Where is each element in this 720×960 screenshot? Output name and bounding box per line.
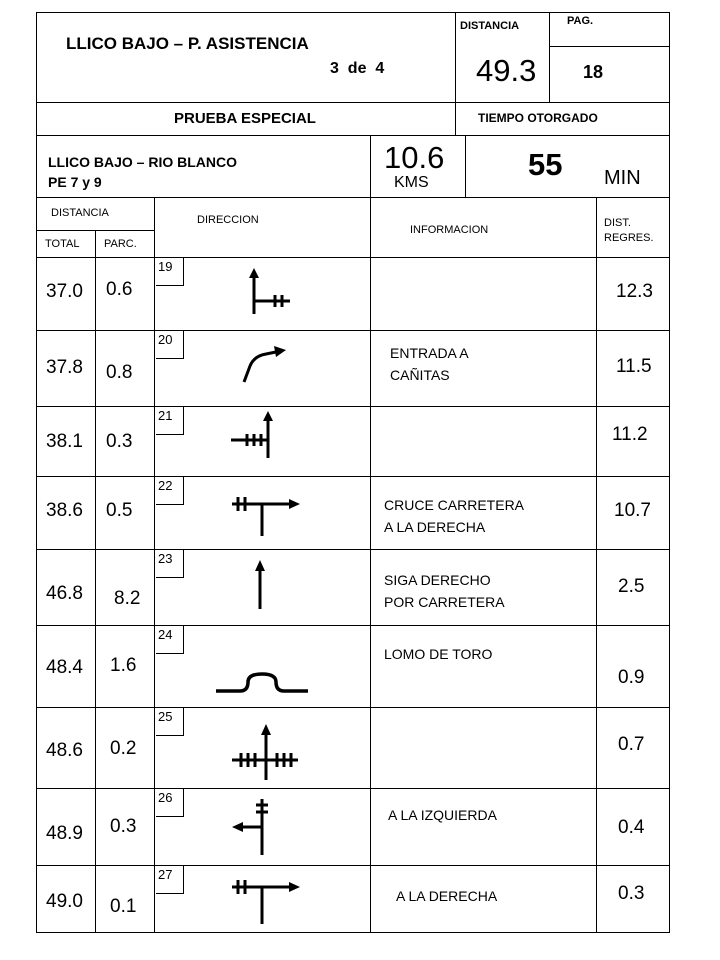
stage-name: LLICO BAJO – RIO BLANCO [48,154,238,170]
information-cell [396,885,606,907]
divider [549,46,670,47]
page-number: 18 [583,62,604,82]
partial-distance-cell: 0.1 [110,896,137,917]
row-divider [36,707,670,708]
column-dist-regres: REGRES. [604,232,654,244]
divider [370,197,371,933]
page-of: 3 de 4 [330,60,385,77]
regressive-distance-cell: 0.3 [618,883,645,904]
partial-distance-cell: 0.6 [106,279,133,300]
regressive-distance-cell: 11.5 [616,356,652,377]
crossroad-straight-icon [226,722,306,784]
information-cell [384,569,594,613]
row-divider [36,625,670,626]
turn-left-icon [228,797,278,859]
stage-type: PRUEBA ESPECIAL [174,110,316,127]
step-number: 25 [156,708,184,736]
information-line: SIGA DERECHO [384,572,491,588]
row-divider [36,549,670,550]
stage-distance: 10.6 [384,140,445,175]
total-distance-cell: 49.0 [46,891,83,912]
regressive-distance-cell: 12.3 [616,281,653,302]
column-total: TOTAL [45,238,80,250]
information-line: POR CARRETERA [384,594,505,610]
information-line: A LA DERECHA [384,519,486,535]
page-label: PAG. [567,15,594,27]
total-distance-cell: 38.6 [46,500,83,521]
row-divider [36,865,670,866]
step-number: 23 [156,550,184,578]
information-cell [384,643,594,665]
information-line: CRUCE CARRETERA [384,497,525,513]
step-number: 21 [156,407,184,435]
partial-distance-cell: 8.2 [114,588,141,609]
speed-bump-icon [214,668,314,698]
total-distance-cell: 48.9 [46,823,83,844]
divider [465,135,466,197]
step-number: 27 [156,866,184,894]
information-line: A LA DERECHA [396,888,498,904]
divider [370,135,371,197]
time-label: TIEMPO OTORGADO [478,111,598,125]
regressive-distance-cell: 2.5 [618,576,645,597]
information-line: A LA IZQUIERDA [388,807,497,823]
bear-right-icon [230,340,300,390]
partial-distance-cell: 0.3 [110,816,137,837]
information-line: ENTRADA A [390,345,469,361]
divider [36,197,670,198]
column-dist-regres: DIST. [604,217,631,229]
divider [36,257,670,258]
straight-with-left-crossroad-icon [225,408,295,463]
page-frame [36,12,670,933]
row-divider [36,476,670,477]
stage-code: PE 7 y 9 [48,174,102,190]
column-information: INFORMACION [410,224,489,236]
total-distance-cell: 48.6 [46,740,83,761]
time-unit: MIN [604,167,641,189]
total-distance-cell: 37.8 [46,357,83,378]
row-divider [36,406,670,407]
partial-distance-cell: 0.5 [106,500,133,521]
stage-distance-unit: KMS [394,174,429,191]
total-distance-cell: 37.0 [46,281,83,302]
divider [549,12,550,102]
partial-distance-cell: 0.2 [110,738,137,759]
step-number: 19 [156,258,184,286]
divider [95,230,96,933]
row-divider [36,788,670,789]
total-distance: 49.3 [476,53,537,88]
turn-right-t-icon [226,874,306,928]
step-number: 24 [156,626,184,654]
step-number: 20 [156,331,184,359]
divider [154,197,155,933]
t-junction-right-icon [226,490,306,540]
divider [36,102,670,103]
step-number: 26 [156,789,184,817]
column-partial: PARC. [104,238,137,250]
information-cell [384,494,594,538]
total-distance-cell: 46.8 [46,583,83,604]
straight-arrow-icon [250,558,270,613]
divider [36,135,670,136]
partial-distance-cell: 1.6 [110,655,137,676]
partial-distance-cell: 0.3 [106,431,133,452]
information-cell [390,342,600,386]
information-line: LOMO DE TORO [384,646,493,662]
route-title: LLICO BAJO – P. ASISTENCIA [66,34,309,53]
column-direction: DIRECCION [197,214,259,226]
regressive-distance-cell: 0.7 [618,734,645,755]
distance-label: DISTANCIA [460,20,520,32]
divider [455,12,456,135]
partial-distance-cell: 0.8 [106,362,133,383]
information-line: CAÑITAS [390,367,450,383]
regressive-distance-cell: 10.7 [614,500,651,521]
regressive-distance-cell: 0.4 [618,817,645,838]
total-distance-cell: 38.1 [46,431,83,452]
regressive-distance-cell: 0.9 [618,667,645,688]
total-distance-cell: 48.4 [46,657,83,678]
step-number: 22 [156,477,184,505]
straight-with-right-crossroad-icon [230,264,300,324]
time-value: 55 [528,147,563,182]
information-cell [388,804,598,826]
column-distance: DISTANCIA [51,207,109,219]
regressive-distance-cell: 11.2 [612,424,648,445]
row-divider [36,330,670,331]
